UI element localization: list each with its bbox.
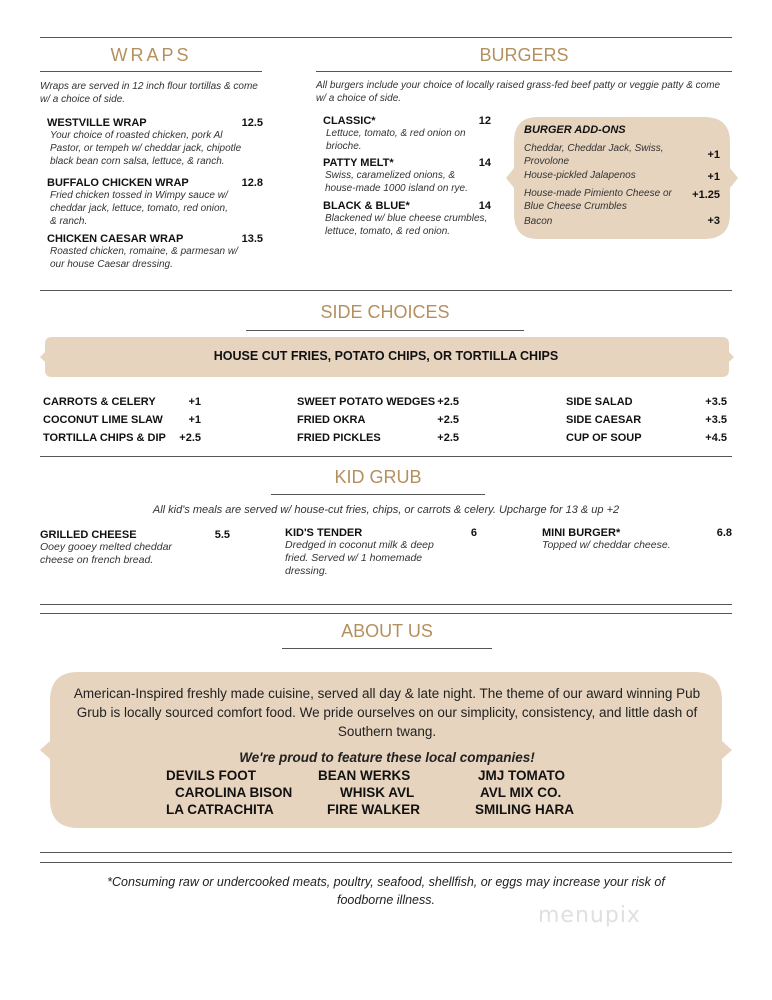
addon-name: House-made Pimiento Cheese or Blue Cheese Crumbles [524,188,672,212]
company-name: LA CATRACHITA [166,802,274,817]
company-name: FIRE WALKER [327,802,420,817]
about-title: ABOUT US [341,621,433,641]
addon-price: +3 [707,215,720,227]
local-companies [100,768,660,819]
wrap-item-buffalo [47,177,267,228]
side-price: +2.5 [437,396,459,408]
item-desc: Your choice of roasted chicken, pork Al Pastor, or tempeh w/ cheddar jack, chipotle black bean corn salsa, lettuce, & ranch. [50,130,242,167]
side-row [566,396,727,414]
addon-price: +1 [707,171,720,183]
about-proud: We're proud to feature these local companies! [239,750,535,765]
side-price: +3.5 [705,396,727,408]
side-row [297,432,459,450]
sides-title: SIDE CHOICES [320,302,450,322]
company-row [100,785,660,802]
kid-item-tender [285,527,477,578]
item-name: CHICKEN CAESAR WRAP [47,233,184,245]
side-price: +2.5 [437,432,459,444]
addon-price: +1 [707,149,720,161]
side-price: +2.5 [179,432,201,444]
disclaimer: *Consuming raw or undercooked meats, poultry, seafood, shellfish, or eggs may increase your risk of foodborne illness. [107,875,665,907]
item-price: 6.8 [716,527,732,539]
burgers-title: BURGERS [479,45,569,65]
side-name: SIDE CAESAR [566,414,642,426]
burger-addons [524,124,720,231]
side-row [566,432,727,450]
company-name: DEVILS FOOT [166,768,257,783]
wraps-title: WRAPS [110,45,192,65]
addon-row [524,215,720,231]
company-name: CAROLINA BISON [175,785,293,800]
item-desc: Fried chicken tossed in Wimpy sauce w/ cheddar jack, lettuce, tomato, red onion, & ranch. [50,190,228,227]
side-row [43,414,201,432]
side-name: CARROTS & CELERY [43,396,156,408]
addon-name: Bacon [524,216,553,227]
sides-top-divider [40,290,732,291]
item-price: 14 [478,200,491,212]
item-name: GRILLED CHEESE [40,529,137,541]
side-price: +4.5 [705,432,727,444]
company-name: SMILING HARA [475,802,574,817]
item-desc: Swiss, caramelized onions, & house-made 1000 island on rye. [325,170,468,194]
about-top-divider-1 [40,604,732,605]
watermark-logo: menupix [538,903,641,928]
addon-name: House-pickled Jalapenos [524,170,636,181]
kids-title: KID GRUB [334,467,422,487]
about-text: American-Inspired freshly made cuisine, served all day & late night. The theme of our award winning Pub Grub is locally sourced comfort food. We pride ourselves on our simplicity, consistency, and little dash of Southern twang. [73,686,701,739]
side-price: +1 [188,396,201,408]
sides-title-underline [246,330,524,331]
company-name: AVL MIX CO. [480,785,562,800]
item-price: 6 [470,527,477,539]
sides-col-3 [566,396,727,450]
side-name: TORTILLA CHIPS & DIP [43,432,166,444]
item-desc: Lettuce, tomato, & red onion on brioche. [326,128,466,152]
company-row [100,802,660,819]
top-divider [40,37,732,38]
burger-item-black-blue [323,200,491,238]
item-name: MINI BURGER* [542,527,621,539]
addon-row [524,169,720,187]
burgers-note: All burgers include your choice of locally raised grass-fed beef patty or veggie patty & come w/ a choice of side. [316,80,721,104]
side-name: FRIED OKRA [297,414,366,426]
item-name: CLASSIC* [323,115,376,127]
item-desc: Dredged in coconut milk & deep fried. Served w/ 1 homemade dressing. [285,539,434,577]
wraps-title-underline [40,71,262,72]
addon-name: Cheddar, Cheddar Jack, Swiss, Provolone [524,143,664,167]
item-price: 12.8 [241,177,263,189]
item-price: 13.5 [241,233,263,245]
item-name: PATTY MELT* [323,157,394,169]
side-row [297,396,459,414]
side-name: FRIED PICKLES [297,432,381,444]
item-price: 12 [478,115,491,127]
footer-divider-1 [40,852,732,853]
side-price: +2.5 [437,414,459,426]
side-row [297,414,459,432]
burger-item-classic [323,115,491,153]
burger-item-patty-melt [323,157,491,195]
side-row [566,414,727,432]
side-name: SWEET POTATO WEDGES [297,396,436,408]
addons-title: BURGER ADD-ONS [524,124,626,136]
wrap-item-westville [47,117,267,168]
kid-item-mini-burger [542,527,732,552]
sides-banner: HOUSE CUT FRIES, POTATO CHIPS, OR TORTILLA CHIPS [213,349,559,363]
company-name: JMJ TOMATO [478,768,566,783]
about-title-underline [282,648,492,649]
item-price: 12.5 [241,117,263,129]
kids-note: All kid's meals are served w/ house-cut fries, chips, or carrots & celery. Upcharge for 13 & up +2 [152,504,620,516]
wraps-note: Wraps are served in 12 inch flour tortillas & come w/ a choice of side. [40,81,258,105]
side-name: CUP OF SOUP [566,432,642,444]
item-name: BLACK & BLUE* [323,200,410,212]
company-name: WHISK AVL [340,785,415,800]
item-name: BUFFALO CHICKEN WRAP [47,177,189,189]
company-name: BEAN WERKS [318,768,411,783]
item-desc: Ooey gooey melted cheddar cheese on french bread. [40,541,172,566]
footer-divider-2 [40,862,732,863]
item-name: KID'S TENDER [285,527,363,539]
item-desc: Blackened w/ blue cheese crumbles, lettuce, tomato, & red onion. [325,213,488,237]
item-price: 14 [478,157,491,169]
addon-row [524,142,720,169]
sides-col-1 [43,396,201,450]
side-row [43,396,201,414]
kid-item-grilled-cheese [40,529,230,567]
side-row [43,432,201,450]
side-name: SIDE SALAD [566,396,633,408]
side-name: COCONUT LIME SLAW [43,414,163,426]
item-price: 5.5 [214,529,230,541]
item-desc: Roasted chicken, romaine, & parmesan w/ our house Caesar dressing. [50,246,238,270]
item-name: WESTVILLE WRAP [47,117,147,129]
burgers-title-underline [316,71,732,72]
about-top-divider-2 [40,613,732,614]
wrap-item-caesar [47,233,267,271]
kids-title-underline [271,494,485,495]
kids-top-divider [40,456,732,457]
sides-col-2 [297,396,459,450]
addon-row [524,187,720,215]
addon-price: +1.25 [692,189,720,201]
item-desc: Topped w/ cheddar cheese. [542,539,671,551]
side-price: +1 [188,414,201,426]
side-price: +3.5 [705,414,727,426]
company-row [100,768,660,785]
